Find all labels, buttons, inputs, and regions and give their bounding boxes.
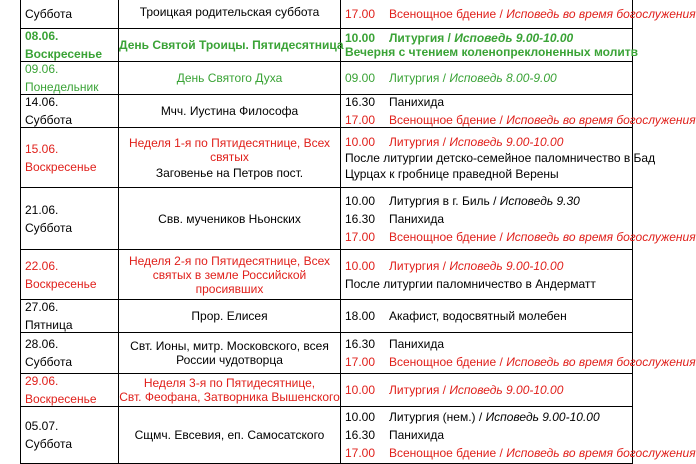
- date-text: 15.06.: [25, 141, 59, 156]
- weekday-text: Пятница: [25, 318, 73, 332]
- date-cell: [21, 188, 119, 250]
- service-time: 17.00: [345, 446, 376, 460]
- date-text: 08.06.: [25, 29, 59, 43]
- services-cell: [341, 250, 633, 300]
- service-name: Литургия в г. Биль: [389, 193, 490, 208]
- confession-note: Исповедь 9.00-10.00: [454, 31, 574, 45]
- service-name: Литургия (нем.): [389, 410, 476, 424]
- service-line: [345, 212, 632, 226]
- service-time: 17.00: [345, 355, 376, 369]
- feast-cell: [119, 407, 341, 464]
- service-time: 17.00: [345, 113, 376, 127]
- weekday-text: Понедельник: [25, 80, 99, 94]
- date-text: 05.07.: [25, 419, 59, 433]
- service-name: Панихида: [389, 337, 445, 351]
- service-line: 17.00 Всенощное бдение / Исповедь во время богослужения: [345, 355, 696, 369]
- schedule-row: [21, 95, 633, 128]
- feast-cell: [119, 0, 341, 29]
- date-text: 21.06.: [25, 202, 59, 217]
- weekday-text: Воскресенье: [25, 159, 97, 174]
- service-line: 10.00 Литургия / Исповедь 9.00-10.00: [345, 383, 564, 397]
- date-text: 22.06.: [25, 258, 59, 273]
- service-name: После литургии паломничество в Андерматт: [345, 276, 596, 291]
- service-line: [345, 337, 632, 351]
- feast-line: Мчч. Иустина Философа: [160, 104, 299, 118]
- schedule-row: [21, 374, 633, 407]
- weekday-text: Суббота: [25, 113, 72, 127]
- schedule-row: [21, 333, 633, 374]
- date-text: 28.06.: [25, 337, 59, 351]
- service-name: Литургия: [389, 258, 440, 273]
- services-cell: [341, 374, 633, 407]
- feast-cell: [119, 29, 344, 62]
- service-time: 16.30: [345, 337, 376, 351]
- confession-note: Исповедь во время богослужения: [506, 355, 696, 369]
- feast-note: Заговенье на Петров пост.: [155, 165, 304, 180]
- service-name: Цурцах к гробнице праведной Верены: [345, 166, 559, 181]
- service-time: 16.30: [345, 95, 376, 109]
- schedule-row: [21, 128, 633, 188]
- service-line: 17.00 Всенощное бдение / Исповедь во время богослужения: [345, 7, 696, 21]
- service-time: 10.00: [345, 258, 376, 273]
- services-cell: [341, 29, 638, 62]
- confession-note: Исповедь во время богослужения: [506, 446, 696, 460]
- service-time: 16.30: [345, 211, 376, 226]
- service-name: Литургия: [389, 134, 440, 149]
- feast-line: День Святого Духа: [176, 71, 283, 85]
- feast-line: День Святой Троицы. Пятидесятница: [119, 38, 344, 52]
- service-name: Панихида: [389, 211, 445, 226]
- feast-line: святых в земле Российской: [152, 267, 307, 282]
- schedule-row: [21, 250, 633, 300]
- service-line: [345, 277, 632, 291]
- service-line: [345, 309, 632, 323]
- confession-note: Исповедь во время богослужения: [506, 229, 696, 244]
- feast-cell: [119, 374, 341, 407]
- feast-cell: [119, 62, 341, 95]
- feast-cell: [119, 333, 341, 374]
- service-line: [345, 95, 632, 109]
- service-name: Всенощное бдение: [389, 113, 497, 127]
- feast-cell: [119, 250, 341, 300]
- confession-note: Исповедь 9.00-10.00: [449, 134, 564, 149]
- feast-line: Свт. Ионы, митр. Московского, всея: [130, 339, 329, 353]
- schedule-row: [21, 300, 633, 333]
- service-name: Литургия: [389, 383, 440, 397]
- services-cell: [341, 333, 696, 374]
- feast-line: святых: [210, 149, 249, 164]
- service-time: 10.00: [345, 193, 376, 208]
- services-cell: [341, 95, 696, 128]
- date-cell: [21, 407, 119, 464]
- feast-line: Неделя 1-я по Пятидесятнице, Всех: [128, 135, 330, 150]
- service-line: 09.00 Литургия / Исповедь 8.00-9.00: [345, 71, 557, 85]
- service-name: Панихида: [389, 95, 445, 109]
- services-cell: [341, 62, 633, 95]
- feast-line: Неделя 3-я по Пятидесятнице,: [143, 376, 316, 390]
- confession-note: Исповедь 9.00-10.00: [449, 383, 564, 397]
- schedule-row: [21, 188, 633, 250]
- service-line: 10.00 Литургия / Исповедь 9.00-10.00: [345, 258, 564, 273]
- service-time: 10.00: [345, 134, 376, 149]
- services-cell: [341, 0, 696, 29]
- service-line: 17.00 Всенощное бдение / Исповедь во время богослужения: [345, 113, 696, 127]
- service-line: 17.00 Всенощное бдение / Исповедь во время богослужения: [345, 446, 696, 460]
- date-cell: [21, 250, 119, 300]
- service-line: [345, 428, 632, 442]
- schedule-row: [21, 29, 633, 62]
- service-name: Всенощное бдение: [389, 7, 497, 21]
- weekday-text: Воскресенье: [25, 47, 103, 61]
- confession-note: Исповедь 9.00-10.00: [449, 258, 564, 273]
- date-cell: [21, 0, 119, 29]
- services-cell: [341, 128, 656, 188]
- date-text: 14.06.: [25, 95, 59, 109]
- service-name: Вечерня с чтением коленопреклоненных молитв: [345, 45, 638, 59]
- feast-line: Неделя 2-я по Пятидесятнице, Всех: [128, 253, 330, 268]
- service-name: Всенощное бдение: [389, 446, 497, 460]
- confession-note: Исповедь во время богослужения: [506, 113, 696, 127]
- date-text: 09.06.: [25, 62, 59, 76]
- feast-line: Свв. мучеников Ньонских: [158, 211, 301, 226]
- services-cell: [341, 188, 696, 250]
- service-name: Акафист, водосвятный молебен: [389, 309, 567, 323]
- service-name: Литургия: [389, 71, 440, 85]
- services-cell: [341, 407, 696, 464]
- date-cell: [21, 300, 119, 333]
- date-cell: [21, 128, 119, 188]
- weekday-text: Воскресенье: [25, 392, 97, 406]
- service-name: Литургия: [389, 31, 445, 45]
- schedule-body: [21, 0, 696, 464]
- services-cell: [341, 300, 633, 333]
- service-time: 10.00: [345, 383, 376, 397]
- service-time: 09.00: [345, 71, 376, 85]
- feast-line: Сщмч. Евсевия, еп. Самосатского: [134, 428, 325, 442]
- feast-line: Троицкая родительская суббота: [139, 5, 320, 19]
- feast-cell: [119, 95, 341, 128]
- schedule-row: [21, 62, 633, 95]
- service-line: [345, 45, 638, 59]
- feast-line: Свт. Феофана, Затворника Вышенского: [119, 390, 340, 404]
- date-text: 29.06.: [25, 374, 59, 388]
- service-name: Всенощное бдение: [389, 355, 497, 369]
- weekday-text: Воскресенье: [25, 276, 97, 291]
- service-time: 10.00: [345, 31, 376, 45]
- date-cell: [21, 29, 119, 62]
- service-line: 10.00 Литургия в г. Биль / Исповедь 9.30: [345, 193, 580, 208]
- service-time: 16.30: [345, 428, 376, 442]
- date-cell: [21, 333, 119, 374]
- feast-line: Прор. Елисея: [191, 309, 268, 323]
- feast-line: просиявших: [195, 281, 264, 296]
- schedule-table: [20, 0, 696, 464]
- service-line: [345, 150, 656, 165]
- service-line: 10.00 Литургия / Исповедь 9.00-10.00: [345, 134, 564, 149]
- service-name: После литургии детско-семейное паломничество в Бад: [345, 150, 656, 165]
- feast-cell: [119, 188, 341, 250]
- service-line: 10.00 Литургия / Исповедь 9.00-10.00: [345, 31, 574, 45]
- feast-line: России чудотворца: [176, 353, 283, 367]
- date-cell: [21, 95, 119, 128]
- feast-cell: [119, 128, 341, 188]
- feast-cell: [119, 300, 341, 333]
- service-time: 17.00: [345, 229, 376, 244]
- date-text: 27.06.: [25, 300, 59, 314]
- confession-note: Исповедь 8.00-9.00: [449, 71, 557, 85]
- service-time: 17.00: [345, 7, 376, 21]
- weekday-text: Суббота: [25, 355, 72, 369]
- service-name: Всенощное бдение: [389, 229, 497, 244]
- service-line: [345, 167, 632, 181]
- weekday-text: Суббота: [25, 220, 72, 235]
- schedule-row: [21, 407, 633, 464]
- weekday-text: Суббота: [25, 7, 72, 21]
- date-cell: [21, 62, 119, 95]
- confession-note: Исповедь во время богослужения: [506, 7, 696, 21]
- schedule-row: [21, 0, 633, 29]
- confession-note: Исповедь 9.00-10.00: [485, 410, 600, 424]
- service-time: 18.00: [345, 309, 376, 323]
- service-line: 10.00 Литургия (нем.) / Исповедь 9.00-10.00: [345, 410, 600, 424]
- service-name: Панихида: [389, 428, 445, 442]
- service-time: 10.00: [345, 410, 376, 424]
- service-line: 17.00 Всенощное бдение / Исповедь во время богослужения: [345, 229, 696, 244]
- confession-note: Исповедь 9.30: [499, 193, 580, 208]
- weekday-text: Суббота: [25, 437, 72, 451]
- date-cell: [21, 374, 119, 407]
